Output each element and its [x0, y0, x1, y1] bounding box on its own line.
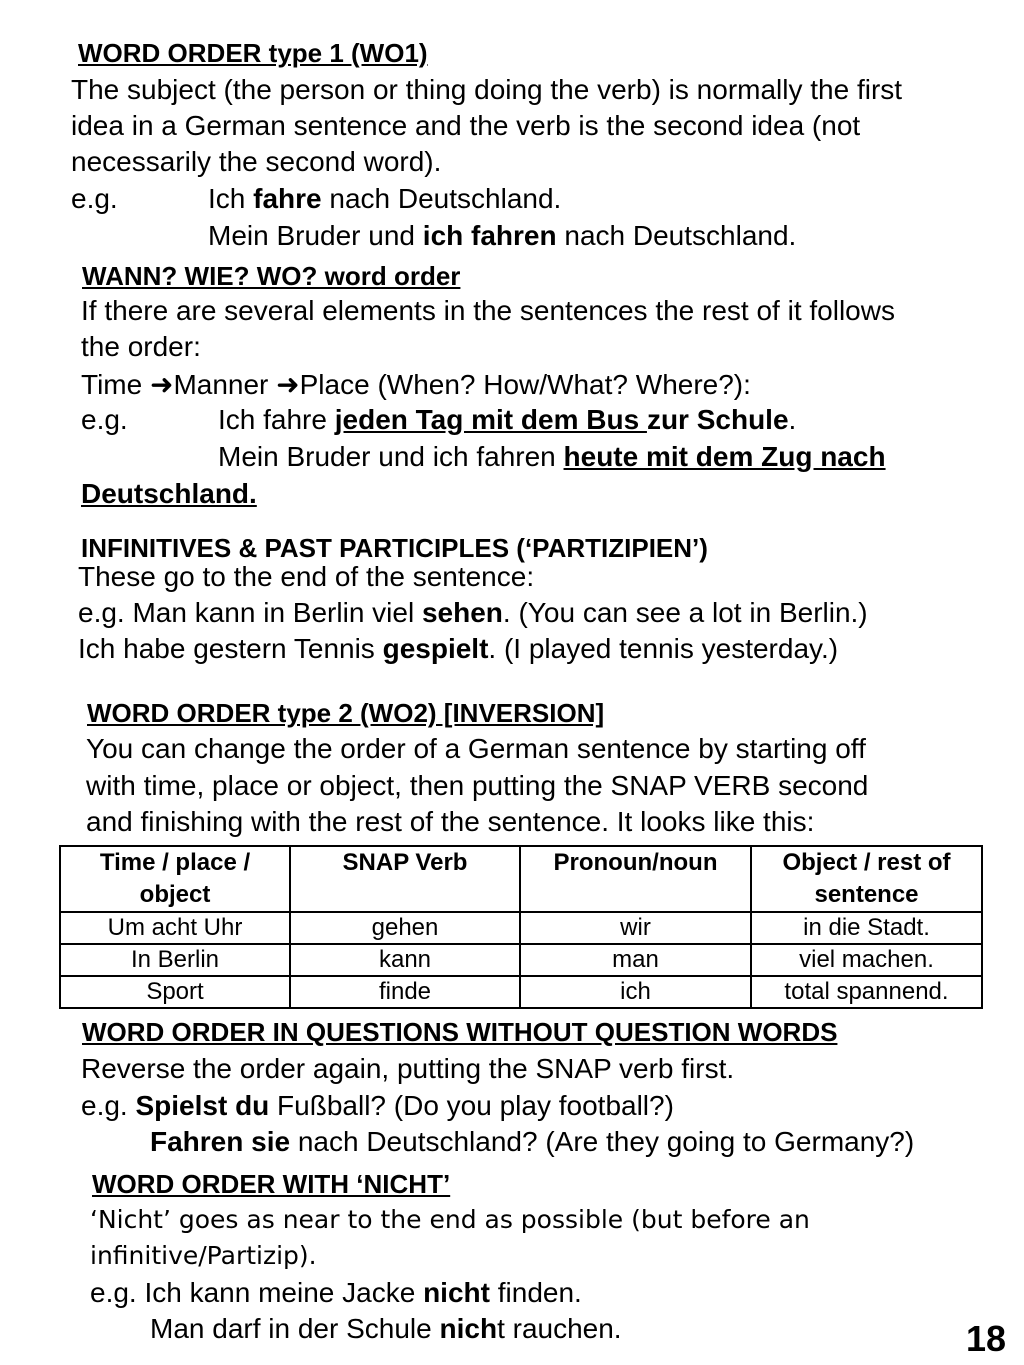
- table-cell: Um acht Uhr: [60, 912, 290, 944]
- wann-order-line: Time ➜Manner ➜Place (When? How/What? Where?):: [81, 369, 751, 400]
- nicht-heading: WORD ORDER WITH ‘NICHT’: [92, 1169, 451, 1199]
- inf-line-1: These go to the end of the sentence:: [78, 561, 535, 592]
- table-row: [60, 976, 982, 1008]
- wo1-eg-label: e.g.: [71, 183, 118, 214]
- table-cell: kann: [290, 944, 520, 976]
- table-cell: ich: [520, 976, 751, 1008]
- nicht-example-2: Man darf in der Schule nicht rauchen.: [150, 1313, 622, 1344]
- wo2-table: [59, 845, 983, 1009]
- wann-heading: WANN? WIE? WO? word order: [82, 261, 461, 291]
- table-cell: In Berlin: [60, 944, 290, 976]
- table-cell: finde: [290, 976, 520, 1008]
- wo1-line-3: necessarily the second word).: [71, 146, 442, 177]
- wo2-heading: WORD ORDER type 2 (WO2) [INVERSION]: [87, 698, 605, 728]
- table-header-cell: Time / place / object: [60, 846, 290, 912]
- table-header-row: [60, 846, 982, 912]
- inf-heading: INFINITIVES & PAST PARTICIPLES (‘PARTIZIPIEN’): [81, 533, 708, 563]
- questions-example-1: e.g. Spielst du Fußball? (Do you play football?): [81, 1090, 674, 1121]
- table-cell: viel machen.: [751, 944, 982, 976]
- table-cell: in die Stadt.: [751, 912, 982, 944]
- table-cell: wir: [520, 912, 751, 944]
- inf-example-1: e.g. Man kann in Berlin viel sehen. (You can see a lot in Berlin.): [78, 597, 868, 628]
- wann-example-2: Mein Bruder und ich fahren heute mit dem Zug nach: [218, 441, 886, 472]
- table-row: [60, 944, 982, 976]
- table-cell: Sport: [60, 976, 290, 1008]
- arrow-right-icon: ➜: [276, 369, 300, 400]
- page-number: 18: [966, 1318, 1007, 1359]
- table-header-cell: SNAP Verb: [290, 846, 520, 912]
- wo1-line-2: idea in a German sentence and the verb is the second idea (not: [71, 110, 861, 141]
- questions-example-2: Fahren sie nach Deutschland? (Are they going to Germany?): [150, 1126, 915, 1157]
- wo1-line-1: The subject (the person or thing doing the verb) is normally the first: [71, 74, 903, 105]
- wo1-example-1: Ich fahre nach Deutschland.: [208, 183, 562, 214]
- wo2-line-1: You can change the order of a German sentence by starting off: [86, 733, 866, 764]
- wann-line-1: If there are several elements in the sentences the rest of it follows: [81, 295, 895, 326]
- questions-heading: WORD ORDER IN QUESTIONS WITHOUT QUESTION WORDS: [82, 1017, 838, 1047]
- nicht-line-1: ‘Nicht’ goes as near to the end as possible (but before an: [90, 1205, 810, 1234]
- wo2-line-2: with time, place or object, then putting the SNAP VERB second: [86, 770, 869, 801]
- nicht-line-2: infinitive/Partizip).: [90, 1241, 317, 1270]
- wo2-line-3: and finishing with the rest of the sentence. It looks like this:: [86, 806, 815, 837]
- wo1-heading: WORD ORDER type 1 (WO1): [78, 38, 428, 68]
- table-row: [60, 912, 982, 944]
- inf-example-2: Ich habe gestern Tennis gespielt. (I played tennis yesterday.): [78, 633, 839, 664]
- questions-line-1: Reverse the order again, putting the SNAP verb first.: [81, 1053, 735, 1084]
- wann-example-1: Ich fahre jeden Tag mit dem Bus zur Schule.: [218, 404, 797, 435]
- wann-line-2: the order:: [81, 331, 201, 362]
- arrow-right-icon: ➜: [149, 369, 174, 400]
- wo1-example-2: Mein Bruder und ich fahren nach Deutschland.: [208, 220, 797, 251]
- table-cell: man: [520, 944, 751, 976]
- table-cell: gehen: [290, 912, 520, 944]
- wann-eg-label: e.g.: [81, 404, 128, 435]
- wann-example-2-cont: Deutschland.: [81, 478, 257, 509]
- table-header-cell: Object / rest of sentence: [751, 846, 982, 912]
- table-cell: total spannend.: [751, 976, 982, 1008]
- nicht-example-1: e.g. Ich kann meine Jacke nicht finden.: [90, 1277, 582, 1308]
- table-header-cell: Pronoun/noun: [520, 846, 751, 912]
